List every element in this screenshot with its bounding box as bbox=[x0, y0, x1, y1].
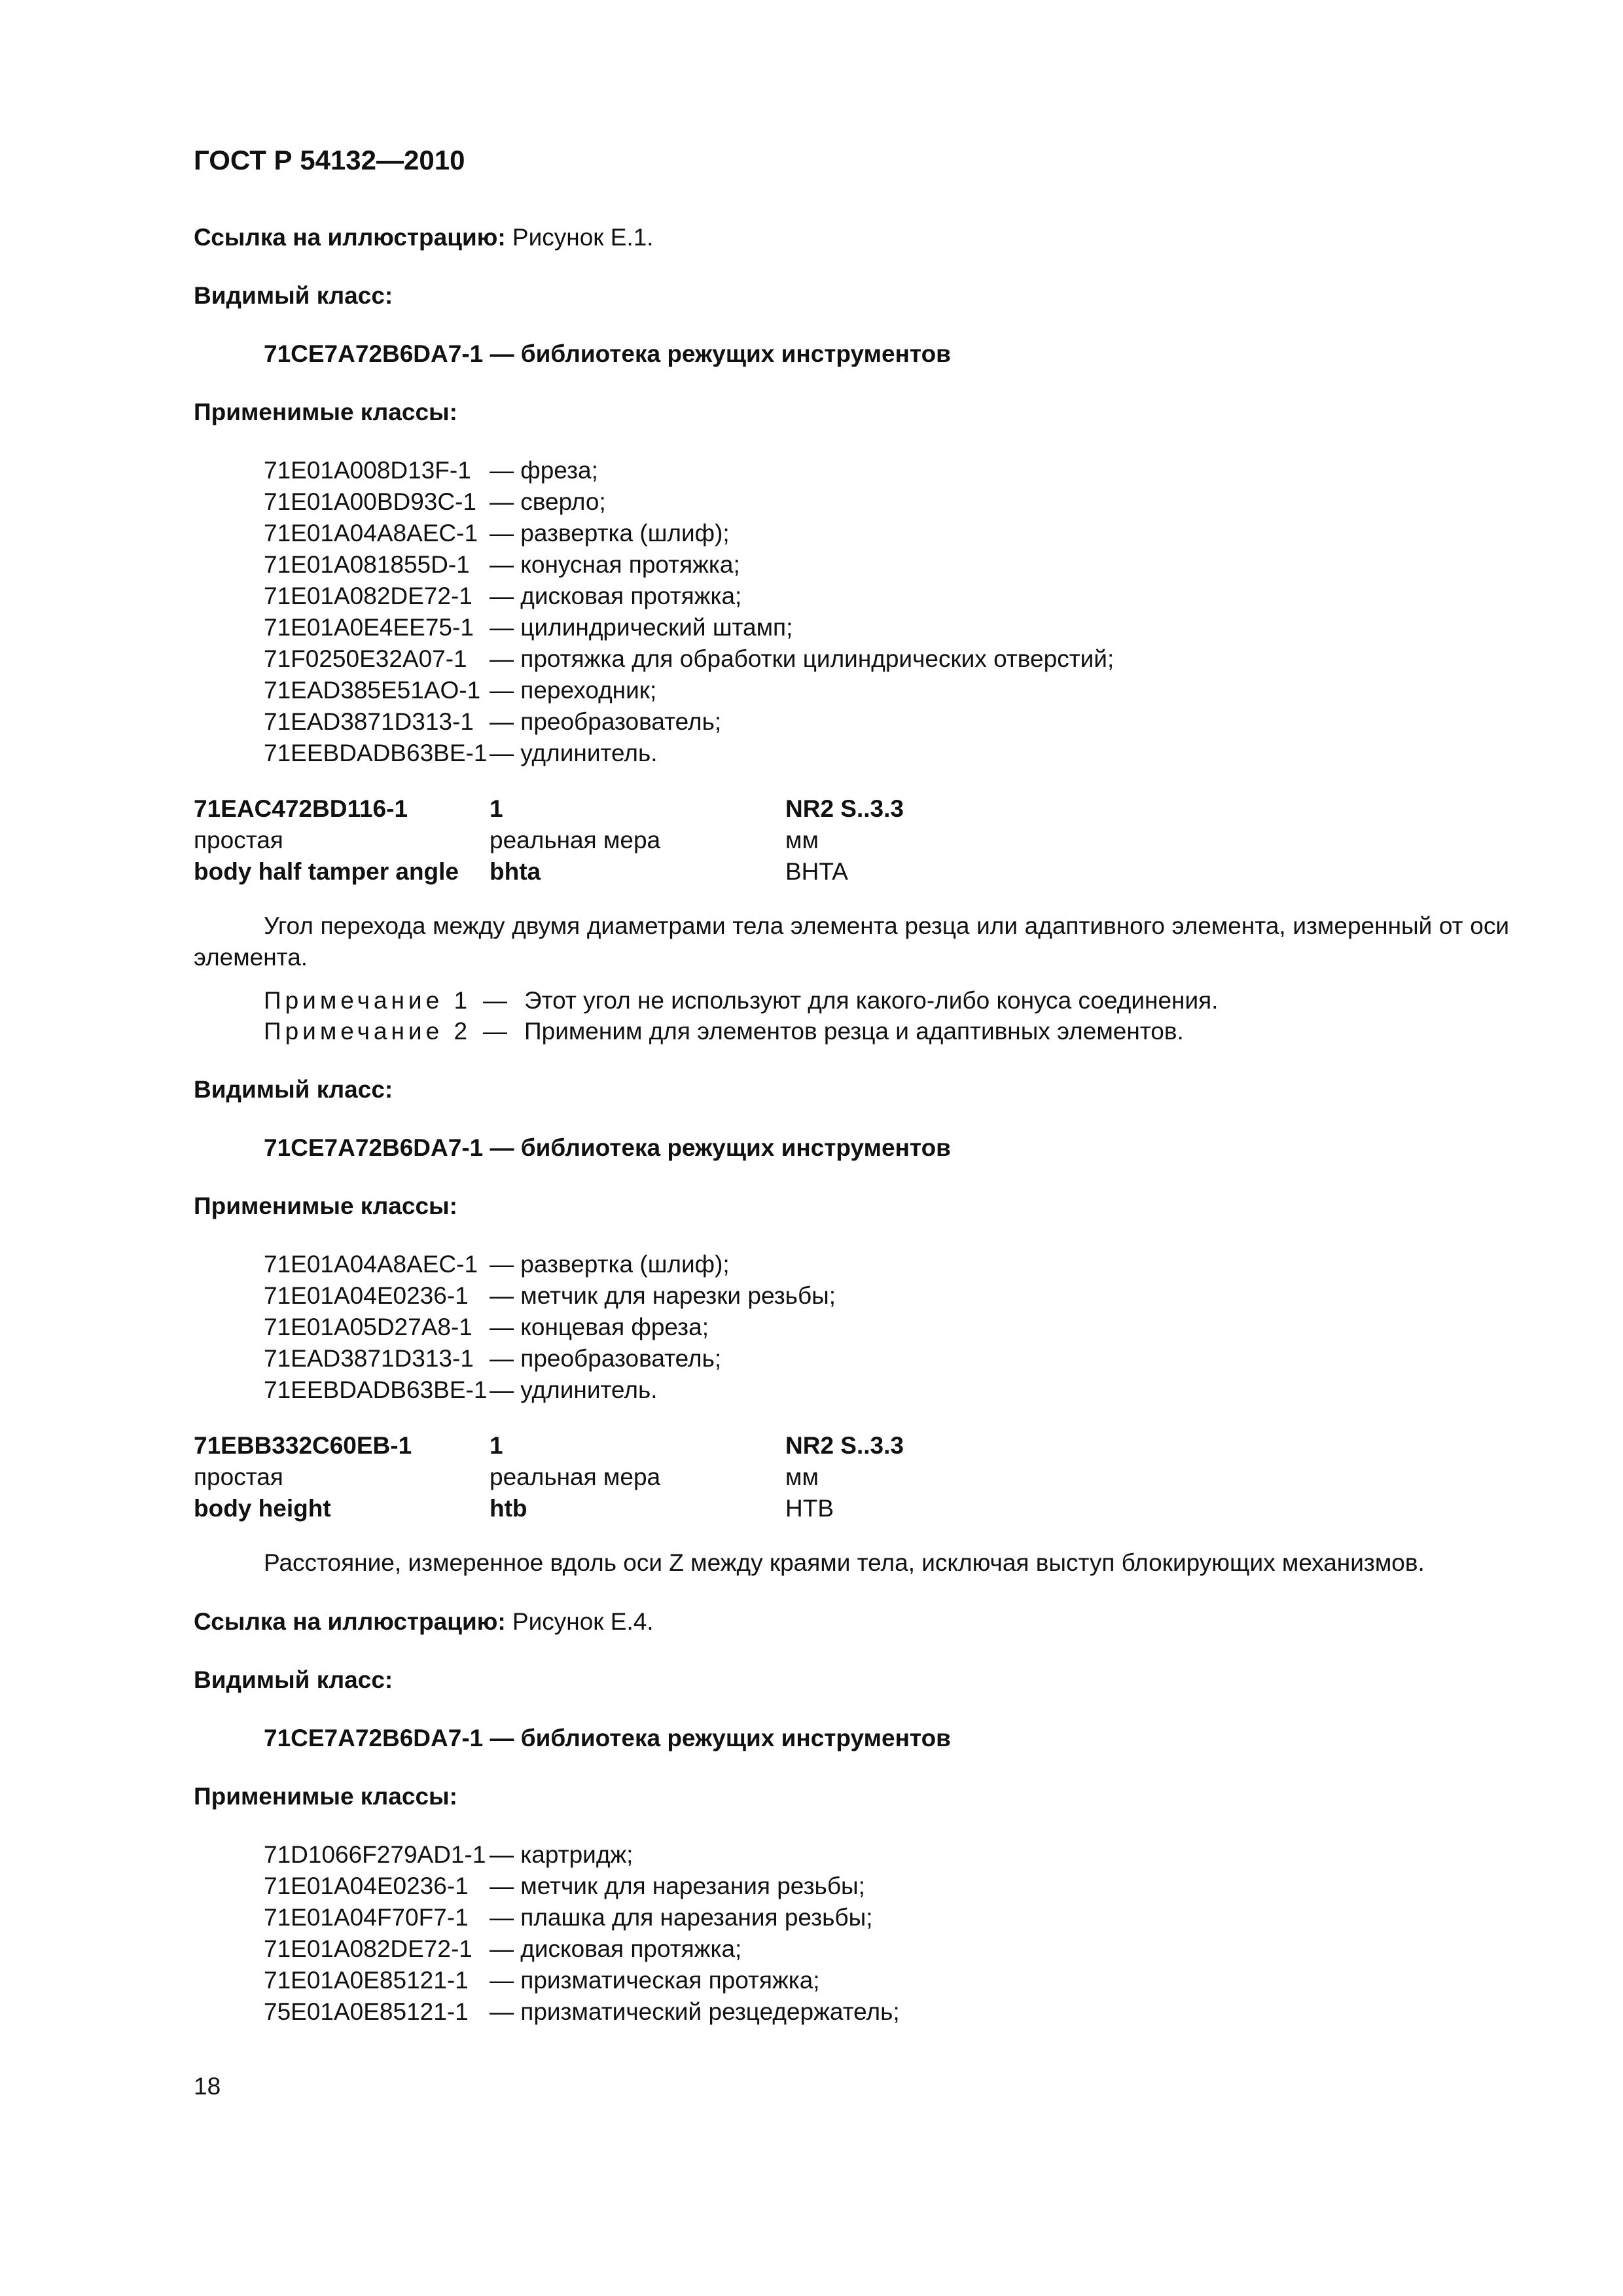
attribute-name: body height bbox=[194, 1495, 331, 1522]
class-code: 71D1066F279AD1-1 bbox=[264, 1840, 486, 1868]
attribute-row-name bbox=[194, 1493, 1509, 1524]
class-code: 71E01A082DE72-1 bbox=[264, 582, 473, 609]
attribute-unit: мм bbox=[785, 1463, 819, 1491]
visible-class-label: Видимый класс: bbox=[194, 1666, 393, 1693]
illustration-reference-label: Ссылка на иллюстрацию: bbox=[194, 223, 506, 251]
class-item bbox=[264, 1343, 1509, 1374]
attribute-short-name: bhta bbox=[490, 857, 541, 885]
illustration-reference-value: Рисунок Е.1. bbox=[505, 223, 654, 251]
attribute-row-code bbox=[194, 1430, 1509, 1462]
class-code: 71E01A0E4EE75-1 bbox=[264, 613, 474, 641]
class-code: 71E01A0E85121-1 bbox=[264, 1966, 469, 1994]
illustration-reference bbox=[194, 222, 1509, 253]
class-item bbox=[264, 486, 1509, 518]
attribute-format: NR2 S..3.3 bbox=[785, 1432, 904, 1460]
class-item bbox=[264, 1933, 1509, 1965]
visible-class-label: Видимый класс: bbox=[194, 281, 393, 309]
class-code: 71E01A05D27A8-1 bbox=[264, 1314, 473, 1341]
attribute-definition: Расстояние, измеренное вдоль оси Z между краями тела, исключая выступ блокирующих механизмов. bbox=[264, 1549, 1425, 1577]
attribute-unit: мм bbox=[785, 826, 819, 853]
attribute-symbol: BHTA bbox=[785, 857, 848, 885]
attribute-table bbox=[194, 793, 1509, 888]
class-description: — картридж; bbox=[490, 1840, 633, 1868]
class-item bbox=[264, 612, 1509, 643]
class-item bbox=[264, 1280, 1509, 1312]
class-item bbox=[264, 1374, 1509, 1406]
attribute-short-name: htb bbox=[490, 1495, 527, 1522]
class-code: 71EEBDADB63BE-1 bbox=[264, 1376, 488, 1404]
applicable-classes-list bbox=[264, 1839, 1509, 2028]
class-item bbox=[264, 518, 1509, 549]
document-page bbox=[194, 143, 1509, 2052]
class-code: 71E01A04A8AEC-1 bbox=[264, 519, 478, 547]
class-description: — плашка для нарезания резьбы; bbox=[490, 1903, 873, 1931]
class-code: 71E01A04F70F7-1 bbox=[264, 1903, 469, 1931]
attribute-measure-type: реальная мера bbox=[490, 1463, 661, 1491]
class-code: 71E01A082DE72-1 bbox=[264, 1935, 473, 1962]
class-item bbox=[264, 1871, 1509, 1902]
illustration-reference-label: Ссылка на иллюстрацию: bbox=[194, 1607, 506, 1635]
applicable-classes-list bbox=[264, 455, 1509, 769]
standard-header: ГОСТ Р 54132—2010 bbox=[194, 145, 465, 175]
attribute-row-type bbox=[194, 1462, 1509, 1493]
attribute-kind: простая bbox=[194, 826, 283, 853]
attribute-format: NR2 S..3.3 bbox=[785, 795, 904, 822]
class-code: 75E01A0E85121-1 bbox=[264, 1998, 469, 2025]
attribute-table bbox=[194, 1430, 1509, 1524]
class-description: — призматический резцедержатель; bbox=[490, 1998, 900, 2025]
attribute-measure-type: реальная мера bbox=[490, 826, 661, 853]
class-description: — удлинитель. bbox=[490, 1376, 658, 1404]
class-description: — фреза; bbox=[490, 456, 598, 484]
attribute-definition: Угол перехода между двумя диаметрами тела элемента резца или адаптивного элемента, измеренный от оси элемента. bbox=[194, 912, 1509, 971]
illustration-reference-value: Рисунок Е.4. bbox=[505, 1607, 654, 1635]
page-number: 18 bbox=[194, 2073, 221, 2100]
class-description: — переходник; bbox=[490, 676, 657, 704]
attribute-version: 1 bbox=[490, 1432, 503, 1460]
class-item bbox=[264, 1312, 1509, 1343]
class-description: — цилиндрический штамп; bbox=[490, 613, 793, 641]
class-item bbox=[264, 706, 1509, 738]
class-description: — сверло; bbox=[490, 488, 606, 515]
visible-class-value: 71CE7A72B6DA7-1 — библиотека режущих инструментов bbox=[264, 1134, 951, 1162]
illustration-reference bbox=[194, 1606, 1509, 1638]
attribute-code: 71EBB332C60EB-1 bbox=[194, 1432, 412, 1460]
class-item bbox=[264, 1839, 1509, 1871]
class-code: 71E01A081855D-1 bbox=[264, 550, 470, 578]
class-code: 71EEBDADB63BE-1 bbox=[264, 739, 488, 766]
class-code: 71F0250E32A07-1 bbox=[264, 645, 467, 672]
class-item bbox=[264, 1249, 1509, 1280]
note-item: Примечание 1 — Этот угол не используют для какого-либо конуса соединения. bbox=[264, 985, 1509, 1016]
class-description: — удлинитель. bbox=[490, 739, 658, 766]
applicable-classes-label: Применимые классы: bbox=[194, 1782, 457, 1810]
class-item bbox=[264, 549, 1509, 581]
class-description: — развертка (шлиф); bbox=[490, 519, 730, 547]
visible-class-value: 71CE7A72B6DA7-1 — библиотека режущих инструментов bbox=[264, 340, 951, 367]
note-label: Примечание 2 bbox=[264, 1017, 472, 1045]
attribute-version: 1 bbox=[490, 795, 503, 822]
attribute-kind: простая bbox=[194, 1463, 283, 1491]
class-description: — призматическая протяжка; bbox=[490, 1966, 820, 1994]
class-item bbox=[264, 455, 1509, 486]
attribute-row-name bbox=[194, 856, 1509, 888]
class-description: — дисковая протяжка; bbox=[490, 1935, 742, 1962]
class-item bbox=[264, 675, 1509, 706]
note-item: Примечание 2 — Применим для элементов резца и адаптивных элементов. bbox=[264, 1016, 1509, 1047]
attribute-symbol: HTB bbox=[785, 1495, 834, 1522]
attribute-code: 71EAC472BD116-1 bbox=[194, 795, 408, 822]
class-code: 71EAD3871D313-1 bbox=[264, 708, 474, 735]
class-code: 71E01A04E0236-1 bbox=[264, 1872, 469, 1899]
class-code: 71E01A00BD93C-1 bbox=[264, 488, 476, 515]
notes bbox=[264, 985, 1509, 1047]
attribute-row-type bbox=[194, 825, 1509, 856]
applicable-classes-label: Применимые классы: bbox=[194, 398, 457, 425]
class-description: — протяжка для обработки цилиндрических отверстий; bbox=[490, 645, 1115, 672]
class-item bbox=[264, 738, 1509, 769]
class-item bbox=[264, 1902, 1509, 1933]
applicable-classes-label: Применимые классы: bbox=[194, 1193, 457, 1220]
note-text: Этот угол не используют для какого-либо конуса соединения. bbox=[524, 986, 1219, 1014]
class-description: — развертка (шлиф); bbox=[490, 1251, 730, 1278]
class-code: 71EAD385E51AO-1 bbox=[264, 676, 481, 704]
class-item bbox=[264, 1996, 1509, 2028]
applicable-classes-list bbox=[264, 1249, 1509, 1406]
note-text: Применим для элементов резца и адаптивных элементов. bbox=[524, 1017, 1184, 1045]
class-description: — концевая фреза; bbox=[490, 1314, 709, 1341]
attribute-row-code bbox=[194, 793, 1509, 825]
visible-class-value: 71CE7A72B6DA7-1 — библиотека режущих инструментов bbox=[264, 1724, 951, 1751]
note-label: Примечание 1 bbox=[264, 986, 472, 1014]
class-description: — дисковая протяжка; bbox=[490, 582, 742, 609]
class-description: — преобразователь; bbox=[490, 708, 722, 735]
class-description: — метчик для нарезания резьбы; bbox=[490, 1872, 865, 1899]
class-description: — конусная протяжка; bbox=[490, 550, 740, 578]
attribute-name: body half tamper angle bbox=[194, 857, 459, 885]
class-item bbox=[264, 643, 1509, 675]
class-item bbox=[264, 1965, 1509, 1996]
class-item bbox=[264, 581, 1509, 612]
class-description: — метчик для нарезки резьбы; bbox=[490, 1282, 836, 1310]
class-code: 71EAD3871D313-1 bbox=[264, 1345, 474, 1372]
visible-class-label: Видимый класс: bbox=[194, 1076, 393, 1103]
class-code: 71E01A04E0236-1 bbox=[264, 1282, 469, 1310]
class-description: — преобразователь; bbox=[490, 1345, 722, 1372]
class-code: 71E01A04A8AEC-1 bbox=[264, 1251, 478, 1278]
class-code: 71E01A008D13F-1 bbox=[264, 456, 471, 484]
